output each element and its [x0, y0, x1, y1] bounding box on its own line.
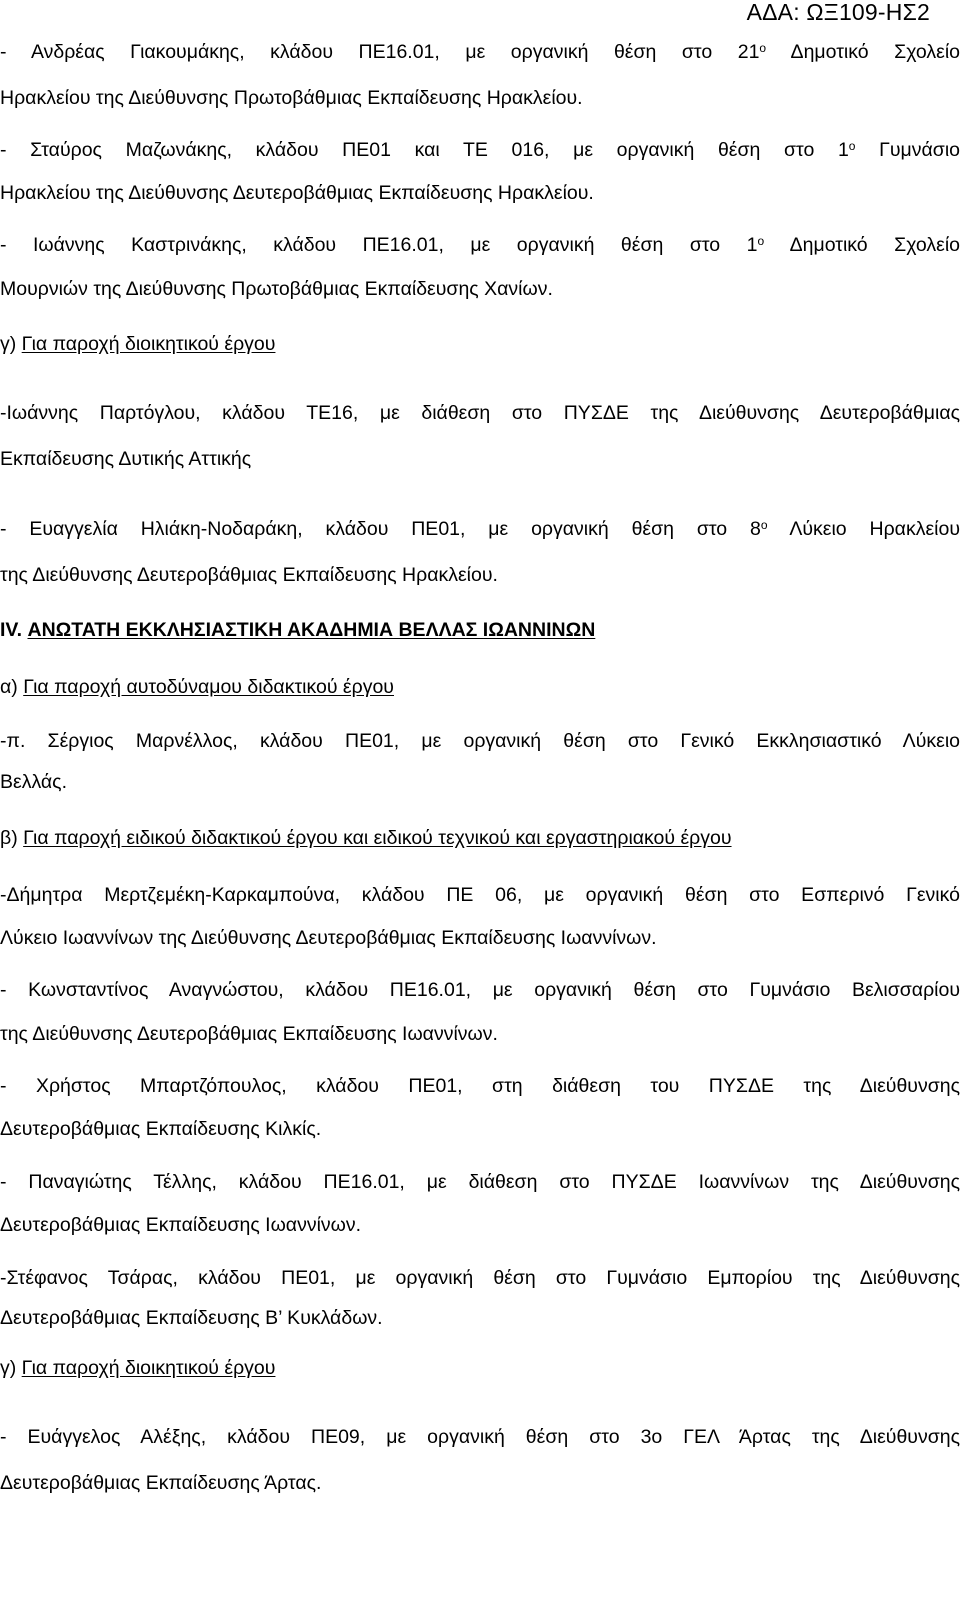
text-line: Ηρακλείου της Διεύθυνσης Πρωτοβάθμιας Εκπαίδευσης Ηρακλείου.	[0, 87, 583, 109]
ada-code: ΑΔΑ: ΩΞ109-ΗΣ2	[746, 0, 930, 25]
text-line: - Χρήστος Μπαρτζόπουλος, κλάδου ΠΕ01, στη διάθεση του ΠΥΣΔΕ της Διεύθυνσης	[0, 1075, 960, 1097]
text-line: - Παναγιώτης Τέλλης, κλάδου ΠΕ16.01, με διάθεση στο ΠΥΣΔΕ Ιωαννίνων της Διεύθυνσης	[0, 1171, 960, 1193]
subsection-heading: γ) Για παροχή διοικητικού έργου	[0, 1357, 276, 1379]
text-line: Μουρνιών της Διεύθυνσης Πρωτοβάθμιας Εκπαίδευσης Χανίων.	[0, 278, 553, 300]
text-line: της Διεύθυνσης Δευτεροβάθμιας Εκπαίδευσης Ηρακλείου.	[0, 564, 498, 586]
text-line: Δευτεροβάθμιας Εκπαίδευσης Β’ Κυκλάδων.	[0, 1307, 383, 1329]
text-line: Δευτεροβάθμιας Εκπαίδευσης Κιλκίς.	[0, 1118, 322, 1140]
text-line: - Ευάγγελος Αλέξης, κλάδου ΠΕ09, με οργανική θέση στο 3ο ΓΕΛ Άρτας της Διεύθυνσης	[0, 1426, 960, 1448]
text-line: -Στέφανος Τσάρας, κλάδου ΠΕ01, με οργανική θέση στο Γυμνάσιο Εμπορίου της Διεύθυνσης	[0, 1267, 960, 1289]
text-line: - Ανδρέας Γιακουμάκης, κλάδου ΠΕ16.01, με οργανική θέση στο $21^o$ Δημοτικό Σχολείο	[0, 41, 960, 63]
text-line: Ηρακλείου της Διεύθυνσης Δευτεροβάθμιας Εκπαίδευσης Ηρακλείου.	[0, 182, 594, 204]
text-line: - Ευαγγελία Ηλιάκη-Νοδαράκη, κλάδου ΠΕ01, με οργανική θέση στο $8^o$ Λύκειο Ηρακλείου	[0, 518, 960, 540]
subsection-heading: γ) Για παροχή διοικητικού έργου	[0, 333, 276, 355]
subsection-heading: α) Για παροχή αυτοδύναμου διδακτικού έργου	[0, 676, 394, 698]
section-heading: IV. ΑΝΩΤΑΤΗ ΕΚΚΛΗΣΙΑΣΤΙΚΗ ΑΚΑΔΗΜΙΑ ΒΕΛΛΑΣ ΙΩΑΝΝΙΝΩΝ	[0, 619, 596, 641]
text-line: -π. Σέργιος Μαρνέλλος, κλάδου ΠΕ01, με οργανική θέση στο Γενικό Εκκλησιαστικό Λύκειο	[0, 730, 960, 752]
text-line: - Ιωάννης Καστρινάκης, κλάδου ΠΕ16.01, με οργανική θέση στο $1^o$ Δημοτικό Σχολείο	[0, 234, 960, 256]
subsection-heading: β) Για παροχή ειδικού διδακτικού έργου και ειδικού τεχνικού και εργαστηριακού έργου	[0, 827, 732, 849]
text-line: Δευτεροβάθμιας Εκπαίδευσης Ιωαννίνων.	[0, 1214, 362, 1236]
text-line: -Ιωάννης Παρτόγλου, κλάδου ΤΕ16, με διάθεση στο ΠΥΣΔΕ της Διεύθυνσης Δευτεροβάθμιας	[0, 402, 960, 424]
text-line: -Δήμητρα Μερτζεμέκη-Καρκαμπούνα, κλάδου ΠΕ 06, με οργανική θέση στο Εσπερινό Γενικό	[0, 884, 960, 906]
text-line: - Κωνσταντίνος Αναγνώστου, κλάδου ΠΕ16.01, με οργανική θέση στο Γυμνάσιο Βελισσαρίου	[0, 979, 960, 1001]
text-line: της Διεύθυνσης Δευτεροβάθμιας Εκπαίδευσης Ιωαννίνων.	[0, 1023, 498, 1045]
text-line: Λύκειο Ιωαννίνων της Διεύθυνσης Δευτεροβάθμιας Εκπαίδευσης Ιωαννίνων.	[0, 927, 657, 949]
text-line: Δευτεροβάθμιας Εκπαίδευσης Άρτας.	[0, 1472, 322, 1494]
text-line: - Σταύρος Μαζωνάκης, κλάδου ΠΕ01 και ΤΕ 016, με οργανική θέση στο $1^o$ Γυμνάσιο	[0, 139, 960, 161]
text-line: Βελλάς.	[0, 771, 67, 793]
text-line: Εκπαίδευσης Δυτικής Αττικής	[0, 448, 252, 470]
